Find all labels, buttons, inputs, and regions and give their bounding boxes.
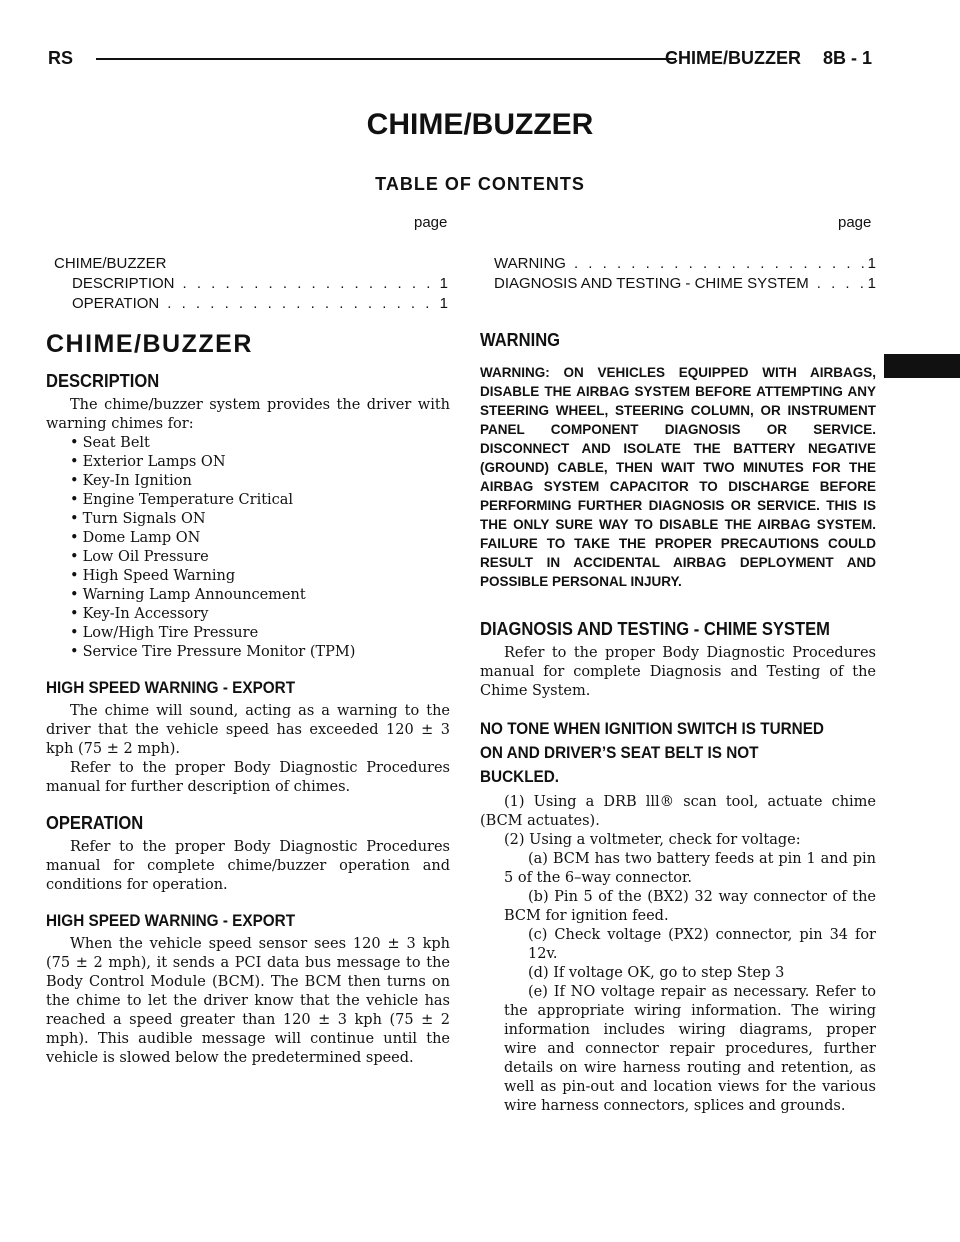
diagnosis-text: Refer to the proper Body Diagnostic Procedures manual for complete Diagnosis and Testing of the Chime System. [480, 645, 876, 699]
toc-entry-description[interactable] [54, 274, 448, 294]
header-section: CHIME/BUZZER [664, 48, 801, 68]
step-1: (1) Using a DRB lll® scan tool, actuate chime (BCM actuates). [480, 794, 876, 829]
toc-entry-label: DESCRIPTION [72, 275, 175, 292]
operation-heading: OPERATION [46, 813, 144, 833]
toc-entry-label: OPERATION [72, 295, 160, 312]
step-2e: (e) If NO voltage repair as necessary. Refer to the appropriate wiring information. The wiring information includes wiring diagrams, proper wire and connector repair procedures, further details on wire harness routing and retention, as well as pin-out and location views for the various wire harness connectors, splices and grounds. [504, 984, 876, 1114]
toc-right [494, 254, 876, 294]
list-item: • Low Oil Pressure [70, 548, 450, 567]
list-item: • Dome Lamp ON [70, 529, 450, 548]
high-speed-warning-text: The chime will sound, acting as a warning to the driver that the vehicle speed has exceeded 120 ± 3 kph (75 ± 2 mph). [46, 703, 450, 757]
list-item: • Exterior Lamps ON [70, 453, 450, 472]
list-item: • Key-In Accessory [70, 605, 450, 624]
section-thumb-tab [884, 354, 960, 378]
list-item: • Key-In Ignition [70, 472, 450, 491]
toc-entry-diagnosis[interactable] [494, 274, 876, 294]
high-speed-warning-heading: HIGH SPEED WARNING - EXPORT [46, 678, 296, 697]
step-2a: (a) BCM has two battery feeds at pin 1 and pin 5 of the 6–way connector. [504, 851, 876, 886]
toc-entry-operation[interactable] [54, 294, 448, 314]
high-speed-warning-operation-heading: HIGH SPEED WARNING - EXPORT [46, 911, 296, 930]
list-item: • Service Tire Pressure Monitor (TPM) [70, 643, 450, 662]
right-column [480, 330, 876, 1116]
list-item: • Warning Lamp Announcement [70, 586, 450, 605]
header-page-number: 8B - 1 [822, 48, 872, 68]
description-text: The chime/buzzer system provides the driver with warning chimes for: [46, 397, 450, 432]
toc-entry-page: 1 [439, 295, 448, 312]
list-item: • Seat Belt [70, 434, 450, 453]
toc-group: CHIME/BUZZER [54, 255, 167, 272]
header-section-page [665, 48, 872, 69]
toc-page-label-left: page [414, 214, 448, 231]
left-column [46, 330, 450, 1068]
list-item: • Turn Signals ON [70, 510, 450, 529]
list-item: • Low/High Tire Pressure [70, 624, 450, 643]
toc-entry-label: WARNING [494, 255, 566, 272]
diagnosis-heading: DIAGNOSIS AND TESTING - CHIME SYSTEM [480, 619, 830, 639]
toc-leader-dots [175, 274, 438, 294]
toc-leader-dots [159, 294, 437, 314]
warning-chimes-list [46, 434, 450, 662]
toc-entry-page: 1 [439, 275, 448, 292]
step-2d: (d) If voltage OK, go to step Step 3 [528, 965, 785, 981]
toc-left [54, 254, 448, 314]
section-heading: CHIME/BUZZER [46, 330, 253, 358]
no-tone-heading: NO TONE WHEN IGNITION SWITCH IS TURNED ON AND DRIVER’S SEAT BELT IS NOT BUCKLED. [480, 719, 824, 786]
list-item: • Engine Temperature Critical [70, 491, 450, 510]
high-speed-warning-reference: Refer to the proper Body Diagnostic Procedures manual for further description of chimes. [46, 760, 450, 795]
toc-leader-dots [809, 274, 866, 294]
warning-heading: WARNING [480, 330, 561, 350]
step-2: (2) Using a voltmeter, check for voltage: [504, 832, 801, 848]
list-item: • High Speed Warning [70, 567, 450, 586]
toc-entry-warning[interactable] [494, 254, 876, 274]
high-speed-warning-operation-text: When the vehicle speed sensor sees 120 ± 3 kph (75 ± 2 mph), it sends a PCI data bus message to the Body Control Module (BCM). The BCM then turns on the chime to let the driver know that the vehicle has reached a speed greater than 120 ± 3 kph (75 ± 2 mph). This audible message will continue until the vehicle is slowed below the predetermined speed. [46, 936, 450, 1066]
toc-entry-page: 1 [867, 255, 876, 272]
step-2b: (b) Pin 5 of the (BX2) 32 way connector of the BCM for ignition feed. [504, 889, 876, 924]
toc-page-label-right: page [838, 214, 872, 231]
toc-leader-dots [566, 254, 866, 274]
toc-title: TABLE OF CONTENTS [375, 174, 585, 194]
header-model-code: RS [48, 48, 74, 68]
step-2c: (c) Check voltage (PX2) connector, pin 34 for 12v. [528, 927, 876, 962]
page-title: CHIME/BUZZER [366, 108, 594, 141]
toc-entry-label: DIAGNOSIS AND TESTING - CHIME SYSTEM [494, 275, 809, 292]
description-heading: DESCRIPTION [46, 371, 160, 391]
operation-text: Refer to the proper Body Diagnostic Procedures manual for complete chime/buzzer operation and conditions for operation. [46, 839, 450, 893]
toc-entry-page: 1 [867, 275, 876, 292]
no-tone-steps [480, 793, 876, 1116]
header-rule [96, 58, 676, 60]
airbag-warning-text: WARNING: ON VEHICLES EQUIPPED WITH AIRBAGS, DISABLE THE AIRBAG SYSTEM BEFORE ATTEMPTING ANY STEERING WHEEL, STEERING COLUMN, OR INSTRUMENT PANEL COMPONENT DIAGNOSIS OR SERVICE. DISCONNECT AND ISOLATE THE BATTERY NEGATIVE (GROUND) CABLE, THEN WAIT TWO MINUTES FOR THE AIRBAG SYSTEM CAPACITOR TO DISCHARGE BEFORE PERFORMING FURTHER DIAGNOSIS OR SERVICE. THIS IS THE ONLY SURE WAY TO DISABLE THE AIRBAG SYSTEM. FAILURE TO TAKE THE PROPER PRECAUTIONS COULD RESULT IN ACCIDENTAL AIRBAG DEPLOYMENT AND POSSIBLE PERSONAL INJURY. [480, 365, 876, 589]
